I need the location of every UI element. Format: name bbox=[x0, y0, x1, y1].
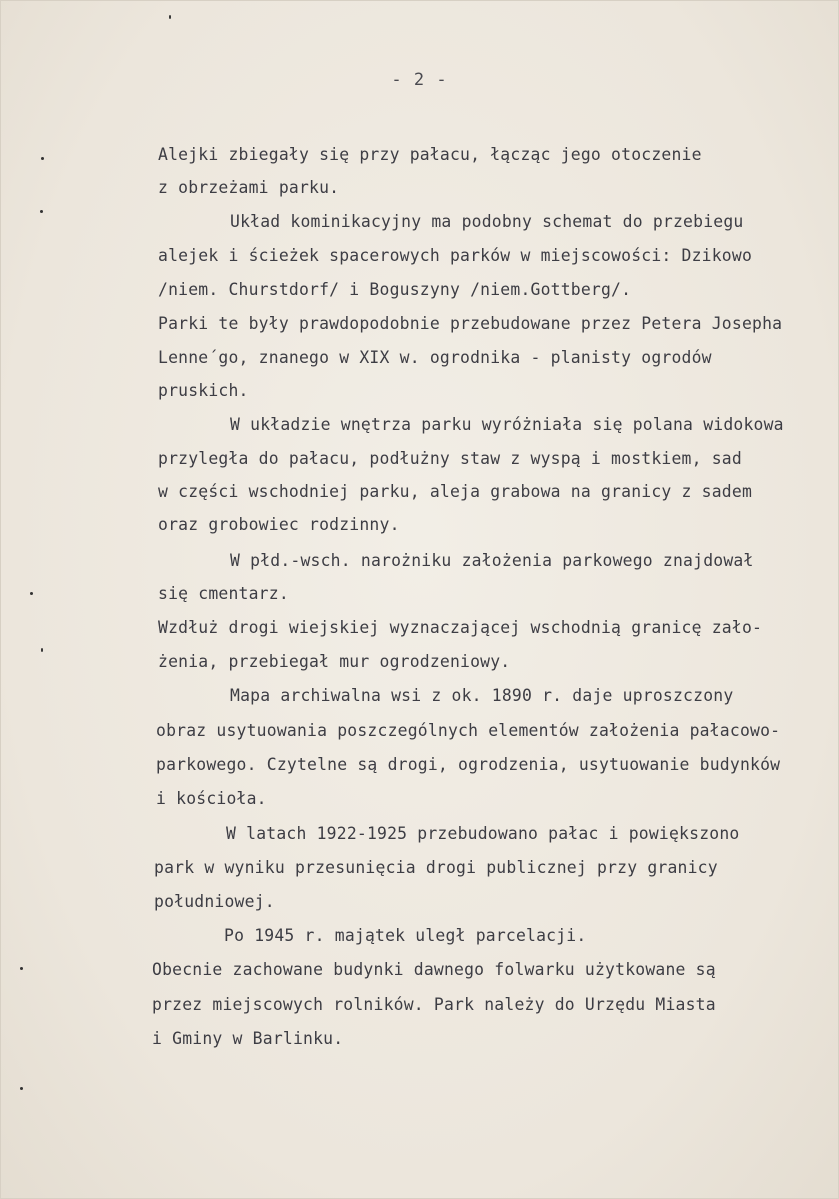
text-line: się cmentarz. bbox=[158, 584, 289, 603]
text-line: Alejki zbiegały się przy pałacu, łącząc jego otoczenie bbox=[158, 145, 702, 164]
text-line: Parki te były prawdopodobnie przebudowane przez Petera Josepha bbox=[158, 314, 783, 333]
text-line: i Gminy w Barlinku. bbox=[152, 1029, 344, 1048]
text-line: /niem. Churstdorf/ i Boguszyny /niem.Gottberg/. bbox=[158, 280, 632, 299]
paper-speck bbox=[169, 15, 171, 19]
text-line: Mapa archiwalna wsi z ok. 1890 r. daje uproszczony bbox=[230, 686, 734, 705]
text-line: W płd.-wsch. narożniku założenia parkowego znajdował bbox=[230, 551, 754, 570]
paper-speck bbox=[41, 157, 44, 160]
paper-speck bbox=[41, 648, 43, 652]
text-line: i kościoła. bbox=[156, 789, 267, 808]
text-line: z obrzeżami parku. bbox=[158, 178, 340, 197]
text-line: obraz usytuowania poszczególnych elementów założenia pałacowo- bbox=[156, 721, 781, 740]
text-line: Po 1945 r. majątek uległ parcelacji. bbox=[224, 926, 587, 945]
text-line: południowej. bbox=[154, 892, 275, 911]
text-line: żenia, przebiegał mur ogrodzeniowy. bbox=[158, 652, 511, 671]
paper-speck bbox=[20, 1087, 23, 1090]
text-line: W układzie wnętrza parku wyróżniała się polana widokowa bbox=[230, 415, 784, 434]
text-line: W latach 1922-1925 przebudowano pałac i powiększono bbox=[226, 824, 740, 843]
text-line: Lenne´go, znanego w XIX w. ogrodnika - planisty ogrodów bbox=[158, 348, 712, 367]
text-line: przez miejscowych rolników. Park należy do Urzędu Miasta bbox=[152, 995, 716, 1014]
text-line: parkowego. Czytelne są drogi, ogrodzenia, usytuowanie budynków bbox=[156, 755, 781, 774]
paper-speck bbox=[20, 967, 23, 970]
text-line: Układ kominikacyjny ma podobny schemat do przebiegu bbox=[230, 212, 744, 231]
text-line: park w wyniku przesunięcia drogi publicznej przy granicy bbox=[154, 858, 718, 877]
paper-speck bbox=[30, 592, 33, 595]
text-line: alejek i ścieżek spacerowych parków w miejscowości: Dzikowo bbox=[158, 246, 753, 265]
text-line: oraz grobowiec rodzinny. bbox=[158, 515, 400, 534]
text-line: w części wschodniej parku, aleja grabowa na granicy z sadem bbox=[158, 482, 753, 501]
text-line: przyległa do pałacu, podłużny staw z wyspą i mostkiem, sad bbox=[158, 449, 742, 468]
text-line: Obecnie zachowane budynki dawnego folwarku użytkowane są bbox=[152, 960, 716, 979]
text-line: pruskich. bbox=[158, 381, 249, 400]
page-number: - 2 - bbox=[391, 70, 448, 90]
text-line: Wzdłuż drogi wiejskiej wyznaczającej wschodnią granicę zało- bbox=[158, 618, 763, 637]
paper-speck bbox=[40, 210, 43, 213]
